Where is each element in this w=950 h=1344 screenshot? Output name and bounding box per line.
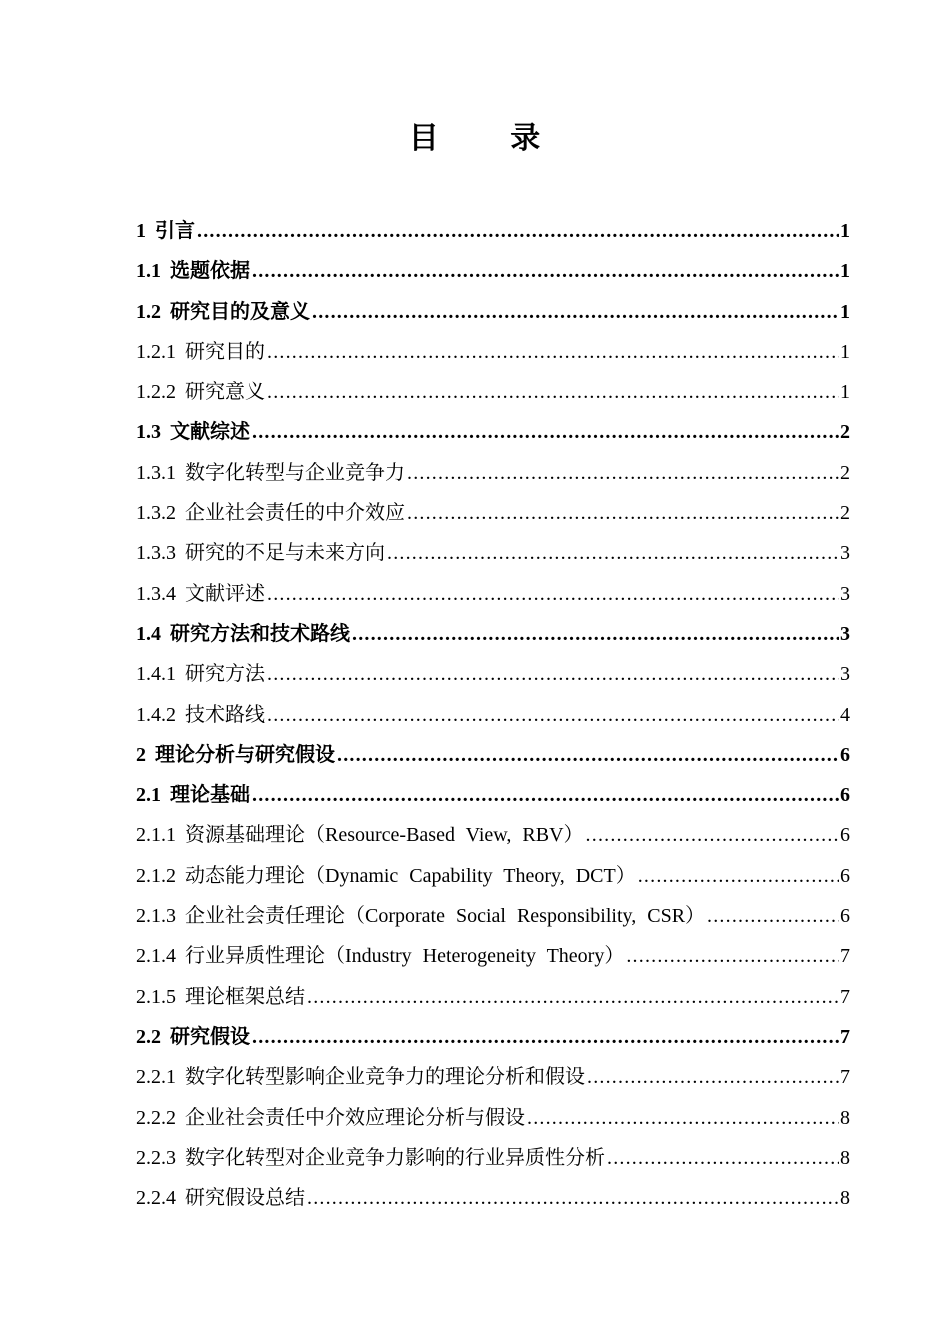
toc-entry-page: 4 (840, 703, 850, 726)
toc-entry-label: 研究意义 (185, 381, 265, 404)
toc-entry-label: 研究的不足与未来方向 (185, 542, 385, 565)
toc-entry[interactable] (136, 977, 850, 1017)
toc-entry-number: 2.1.5 (136, 985, 176, 1008)
toc-entry-label: 文献评述 (185, 582, 265, 605)
toc-leader-dots (707, 896, 839, 936)
toc-leader-dots (307, 1178, 839, 1218)
toc-entry-label: 选题依据 (170, 260, 250, 283)
toc-leader-dots (352, 614, 839, 654)
toc-entry-label: 企业社会责任的中介效应 (185, 502, 405, 525)
toc-entry[interactable] (136, 936, 850, 976)
toc-entry-number: 2.2 (136, 1025, 161, 1048)
toc-entry-page: 2 (840, 421, 850, 444)
toc-entry-number: 1 (136, 220, 146, 242)
toc-entry-label: 研究方法 (185, 663, 265, 686)
toc-entry-number: 1.2.2 (136, 381, 176, 404)
toc-leader-dots (312, 292, 839, 332)
toc-entry-number: 1.3.4 (136, 582, 176, 605)
toc-entry[interactable] (136, 493, 850, 533)
toc-entry-page: 8 (840, 1106, 850, 1129)
toc-leader-dots (337, 735, 839, 775)
toc-entry[interactable] (136, 1178, 850, 1218)
toc-entry-label: 研究目的 (185, 340, 265, 363)
toc-entry-number: 2 (136, 743, 146, 766)
toc-entry-page: 1 (840, 340, 850, 363)
toc-entry-page: 2 (840, 461, 850, 484)
toc-entry-page: 6 (840, 905, 850, 928)
toc-entry[interactable] (136, 332, 850, 372)
toc-entry[interactable] (136, 574, 850, 614)
toc-entry-number: 2.1.1 (136, 824, 176, 847)
toc-entry-number: 1.2 (136, 300, 161, 323)
toc-entry[interactable] (136, 896, 850, 936)
toc-list (136, 211, 850, 1218)
toc-entry-page: 2 (840, 502, 850, 525)
toc-entry-label: 研究假设总结 (185, 1187, 305, 1210)
toc-entry-page: 6 (840, 824, 850, 847)
toc-entry[interactable] (136, 211, 850, 251)
toc-entry[interactable] (136, 735, 850, 775)
toc-entry-number: 1.3.3 (136, 542, 176, 565)
toc-entry-label: 理论基础 (170, 784, 250, 807)
toc-entry-label: 理论分析与研究假设 (155, 743, 335, 766)
toc-entry-number: 2.1 (136, 784, 161, 807)
toc-entry-number: 2.2.4 (136, 1187, 176, 1210)
toc-entry-label: 企业社会责任理论（Corporate Social Responsibility, CSR） (185, 905, 706, 928)
toc-entry-number: 2.1.2 (136, 864, 176, 887)
toc-entry-page: 7 (840, 1025, 850, 1048)
toc-entry[interactable] (136, 251, 850, 291)
toc-entry-number: 1.3 (136, 421, 161, 444)
toc-entry-label: 引言 (155, 220, 195, 242)
toc-entry-label: 企业社会责任中介效应理论分析与假设 (185, 1106, 525, 1129)
toc-leader-dots (267, 695, 839, 735)
toc-leader-dots (252, 1017, 839, 1057)
toc-entry[interactable] (136, 533, 850, 573)
toc-entry-page: 3 (840, 582, 850, 605)
toc-entry[interactable] (136, 775, 850, 815)
toc-leader-dots (527, 1098, 839, 1138)
toc-leader-dots (638, 856, 839, 896)
toc-entry-label: 资源基础理论（Resource-Based View, RBV） (185, 824, 584, 847)
toc-entry-page: 1 (840, 260, 850, 283)
toc-leader-dots (626, 936, 839, 976)
toc-entry-number: 2.1.3 (136, 905, 176, 928)
toc-entry-page: 3 (840, 622, 850, 645)
toc-entry-page: 6 (840, 743, 850, 766)
toc-entry-label: 数字化转型对企业竞争力影响的行业异质性分析 (185, 1146, 605, 1169)
toc-entry-page: 1 (840, 300, 850, 323)
toc-entry-page: 1 (840, 220, 850, 242)
toc-leader-dots (197, 211, 839, 251)
toc-entry-number: 2.1.4 (136, 945, 176, 968)
toc-entry[interactable] (136, 372, 850, 412)
toc-entry-page: 8 (840, 1187, 850, 1210)
page-title: 目 录 (408, 122, 542, 155)
toc-entry-page: 7 (840, 945, 850, 968)
toc-entry-number: 1.3.1 (136, 461, 176, 484)
toc-entry[interactable] (136, 1138, 850, 1178)
toc-entry-page: 6 (840, 784, 850, 807)
toc-leader-dots (267, 372, 839, 412)
toc-entry[interactable] (136, 292, 850, 332)
toc-entry[interactable] (136, 695, 850, 735)
toc-leader-dots (267, 574, 839, 614)
toc-entry-page: 6 (840, 864, 850, 887)
toc-entry-page: 3 (840, 542, 850, 565)
toc-entry-number: 2.2.1 (136, 1066, 176, 1089)
toc-entry-label: 技术路线 (185, 703, 265, 726)
toc-entry[interactable] (136, 453, 850, 493)
toc-leader-dots (407, 453, 839, 493)
toc-leader-dots (607, 1138, 839, 1178)
toc-leader-dots (387, 533, 839, 573)
toc-entry[interactable] (136, 614, 850, 654)
toc-entry-label: 数字化转型影响企业竞争力的理论分析和假设 (185, 1066, 585, 1089)
toc-entry-page: 8 (840, 1146, 850, 1169)
toc-leader-dots (252, 412, 839, 452)
toc-leader-dots (587, 1057, 839, 1097)
toc-leader-dots (307, 977, 839, 1017)
toc-entry-label: 行业异质性理论（Industry Heterogeneity Theory） (185, 945, 625, 968)
toc-entry-label: 研究方法和技术路线 (170, 622, 350, 645)
toc-leader-dots (267, 332, 839, 372)
toc-entry-page: 7 (840, 1066, 850, 1089)
toc-leader-dots (267, 654, 839, 694)
toc-entry-number: 2.2.2 (136, 1106, 176, 1129)
toc-entry-number: 1.4.2 (136, 703, 176, 726)
toc-entry[interactable] (136, 654, 850, 694)
toc-entry-number: 1.2.1 (136, 340, 176, 363)
toc-entry-number: 2.2.3 (136, 1146, 176, 1169)
toc-entry-page: 1 (840, 381, 850, 404)
toc-entry-page: 7 (840, 985, 850, 1008)
toc-entry-number: 1.1 (136, 260, 161, 283)
toc-entry-number: 1.4 (136, 622, 161, 645)
toc-entry-page: 3 (840, 663, 850, 686)
toc-entry[interactable] (136, 412, 850, 452)
toc-entry-label: 动态能力理论（Dynamic Capability Theory, DCT） (185, 864, 636, 887)
toc-entry-label: 理论框架总结 (185, 985, 305, 1008)
toc-leader-dots (252, 775, 839, 815)
toc-entry[interactable] (136, 1017, 850, 1057)
toc-entry-label: 数字化转型与企业竞争力 (185, 461, 405, 484)
toc-entry-number: 1.4.1 (136, 663, 176, 686)
toc-entry-label: 文献综述 (170, 421, 250, 444)
toc-entry[interactable] (136, 856, 850, 896)
toc-entry-number: 1.3.2 (136, 502, 176, 525)
toc-entry[interactable] (136, 815, 850, 855)
toc-entry-label: 研究假设 (170, 1025, 250, 1048)
toc-leader-dots (586, 815, 839, 855)
toc-leader-dots (407, 493, 839, 533)
toc-entry[interactable] (136, 1057, 850, 1097)
toc-leader-dots (252, 251, 839, 291)
toc-entry[interactable] (136, 1098, 850, 1138)
toc-entry-label: 研究目的及意义 (170, 300, 310, 323)
